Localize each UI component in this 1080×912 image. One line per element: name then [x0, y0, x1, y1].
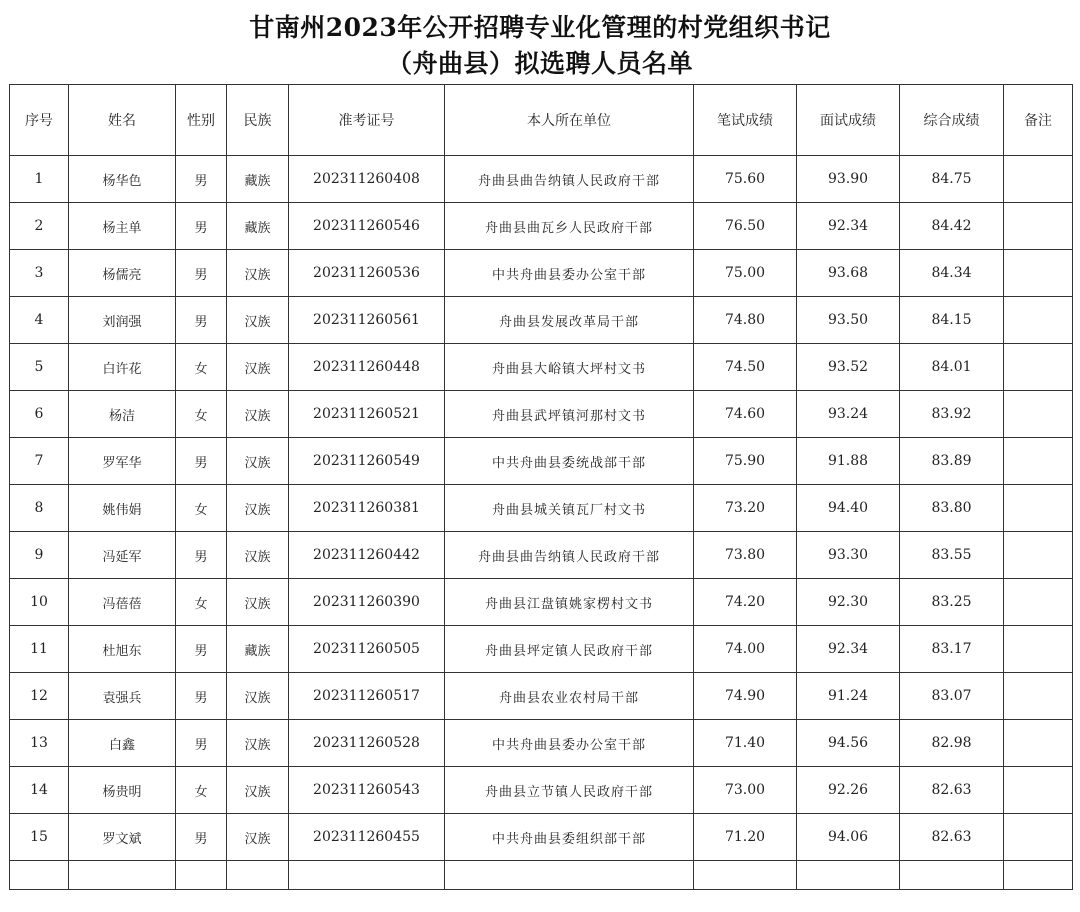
empty-cell	[445, 861, 694, 890]
empty-cell	[694, 861, 797, 890]
page-title: 甘南州2023年公开招聘专业化管理的村党组织书记	[249, 13, 831, 42]
cell-gender: 女	[176, 579, 227, 626]
cell-ethnicity: 汉族	[227, 250, 289, 297]
column-header-ethnicity: 民族	[227, 85, 289, 156]
cell-gender: 男	[176, 532, 227, 579]
cell-unit: 中共舟曲县委组织部干部	[445, 814, 694, 861]
column-header-note: 备注	[1004, 85, 1073, 156]
cell-ethnicity: 藏族	[227, 626, 289, 673]
cell-unit: 中共舟曲县委办公室干部	[445, 720, 694, 767]
cell-exam-id: 202311260455	[289, 814, 445, 861]
empty-cell	[176, 861, 227, 890]
cell-total-score: 82.63	[900, 767, 1004, 814]
empty-cell	[900, 861, 1004, 890]
cell-interview-score: 94.40	[797, 485, 900, 532]
cell-interview-score: 93.24	[797, 391, 900, 438]
cell-exam-id: 202311260505	[289, 626, 445, 673]
cell-written-score: 71.20	[694, 814, 797, 861]
cell-exam-id: 202311260517	[289, 673, 445, 720]
cell-name: 杨贵明	[69, 767, 176, 814]
cell-name: 刘润强	[69, 297, 176, 344]
cell-gender: 男	[176, 673, 227, 720]
cell-total-score: 82.98	[900, 720, 1004, 767]
cell-exam-id: 202311260381	[289, 485, 445, 532]
cell-unit: 舟曲县城关镇瓦厂村文书	[445, 485, 694, 532]
table-row	[10, 485, 1073, 532]
cell-exam-id: 202311260536	[289, 250, 445, 297]
cell-no: 8	[10, 485, 69, 532]
table-row	[10, 297, 1073, 344]
cell-gender: 女	[176, 485, 227, 532]
cell-written-score: 74.00	[694, 626, 797, 673]
cell-note	[1004, 814, 1073, 861]
cell-written-score: 73.80	[694, 532, 797, 579]
cell-note	[1004, 626, 1073, 673]
cell-unit: 舟曲县曲告纳镇人民政府干部	[445, 532, 694, 579]
cell-total-score: 84.15	[900, 297, 1004, 344]
cell-no: 5	[10, 344, 69, 391]
cell-interview-score: 92.34	[797, 203, 900, 250]
cell-total-score: 83.55	[900, 532, 1004, 579]
cell-ethnicity: 汉族	[227, 532, 289, 579]
cell-total-score: 83.89	[900, 438, 1004, 485]
column-header-total-score: 综合成绩	[900, 85, 1004, 156]
cell-interview-score: 93.68	[797, 250, 900, 297]
cell-note	[1004, 203, 1073, 250]
column-header-name: 姓名	[69, 85, 176, 156]
cell-name: 白许花	[69, 344, 176, 391]
empty-cell	[1004, 861, 1073, 890]
cell-name: 白鑫	[69, 720, 176, 767]
cell-no: 3	[10, 250, 69, 297]
cell-total-score: 83.07	[900, 673, 1004, 720]
cell-note	[1004, 767, 1073, 814]
cell-exam-id: 202311260543	[289, 767, 445, 814]
cell-written-score: 76.50	[694, 203, 797, 250]
cell-no: 15	[10, 814, 69, 861]
table-row	[10, 767, 1073, 814]
cell-exam-id: 202311260561	[289, 297, 445, 344]
cell-total-score: 82.63	[900, 814, 1004, 861]
table-row	[10, 156, 1073, 203]
table-body	[10, 156, 1073, 890]
cell-written-score: 75.90	[694, 438, 797, 485]
cell-exam-id: 202311260521	[289, 391, 445, 438]
cell-unit: 舟曲县曲告纳镇人民政府干部	[445, 156, 694, 203]
cell-exam-id: 202311260546	[289, 203, 445, 250]
table-row	[10, 814, 1073, 861]
cell-total-score: 83.17	[900, 626, 1004, 673]
cell-unit: 舟曲县武坪镇河那村文书	[445, 391, 694, 438]
cell-written-score: 74.90	[694, 673, 797, 720]
cell-ethnicity: 藏族	[227, 203, 289, 250]
cell-ethnicity: 汉族	[227, 297, 289, 344]
empty-table-row	[10, 861, 1073, 890]
cell-name: 袁强兵	[69, 673, 176, 720]
cell-interview-score: 92.34	[797, 626, 900, 673]
cell-name: 杨洁	[69, 391, 176, 438]
cell-total-score: 84.42	[900, 203, 1004, 250]
empty-cell	[289, 861, 445, 890]
table-row	[10, 532, 1073, 579]
cell-name: 杨儒亮	[69, 250, 176, 297]
cell-ethnicity: 汉族	[227, 391, 289, 438]
cell-interview-score: 91.24	[797, 673, 900, 720]
cell-ethnicity: 汉族	[227, 720, 289, 767]
cell-no: 2	[10, 203, 69, 250]
cell-written-score: 74.20	[694, 579, 797, 626]
cell-name: 杨主单	[69, 203, 176, 250]
cell-written-score: 74.50	[694, 344, 797, 391]
cell-exam-id: 202311260549	[289, 438, 445, 485]
cell-interview-score: 94.06	[797, 814, 900, 861]
cell-no: 14	[10, 767, 69, 814]
column-header-written-score: 笔试成绩	[694, 85, 797, 156]
cell-written-score: 74.80	[694, 297, 797, 344]
table-row	[10, 438, 1073, 485]
cell-unit: 舟曲县立节镇人民政府干部	[445, 767, 694, 814]
cell-note	[1004, 532, 1073, 579]
cell-no: 9	[10, 532, 69, 579]
cell-name: 冯蓓蓓	[69, 579, 176, 626]
page-subtitle: （舟曲县）拟选聘人员名单	[386, 49, 693, 78]
cell-unit: 中共舟曲县委办公室干部	[445, 250, 694, 297]
cell-total-score: 83.25	[900, 579, 1004, 626]
cell-gender: 男	[176, 250, 227, 297]
cell-name: 姚伟娟	[69, 485, 176, 532]
cell-no: 10	[10, 579, 69, 626]
cell-note	[1004, 720, 1073, 767]
cell-name: 罗文斌	[69, 814, 176, 861]
cell-unit: 舟曲县发展改革局干部	[445, 297, 694, 344]
cell-total-score: 84.01	[900, 344, 1004, 391]
table-row	[10, 344, 1073, 391]
cell-gender: 男	[176, 297, 227, 344]
cell-note	[1004, 156, 1073, 203]
cell-no: 11	[10, 626, 69, 673]
table-row	[10, 673, 1073, 720]
cell-ethnicity: 汉族	[227, 438, 289, 485]
empty-cell	[10, 861, 69, 890]
cell-name: 罗军华	[69, 438, 176, 485]
cell-name: 杜旭东	[69, 626, 176, 673]
cell-ethnicity: 汉族	[227, 673, 289, 720]
cell-note	[1004, 391, 1073, 438]
cell-unit: 舟曲县坪定镇人民政府干部	[445, 626, 694, 673]
cell-interview-score: 93.50	[797, 297, 900, 344]
cell-unit: 舟曲县农业农村局干部	[445, 673, 694, 720]
cell-interview-score: 94.56	[797, 720, 900, 767]
empty-cell	[69, 861, 176, 890]
cell-no: 7	[10, 438, 69, 485]
cell-no: 12	[10, 673, 69, 720]
table-row	[10, 626, 1073, 673]
cell-interview-score: 93.90	[797, 156, 900, 203]
cell-gender: 男	[176, 156, 227, 203]
cell-ethnicity: 汉族	[227, 579, 289, 626]
cell-note	[1004, 344, 1073, 391]
cell-name: 杨华色	[69, 156, 176, 203]
cell-unit: 中共舟曲县委统战部干部	[445, 438, 694, 485]
table-row	[10, 250, 1073, 297]
cell-total-score: 84.75	[900, 156, 1004, 203]
empty-cell	[797, 861, 900, 890]
cell-note	[1004, 250, 1073, 297]
empty-cell	[227, 861, 289, 890]
cell-exam-id: 202311260528	[289, 720, 445, 767]
cell-exam-id: 202311260442	[289, 532, 445, 579]
cell-ethnicity: 汉族	[227, 767, 289, 814]
table-row	[10, 203, 1073, 250]
cell-written-score: 75.00	[694, 250, 797, 297]
cell-no: 6	[10, 391, 69, 438]
cell-gender: 女	[176, 344, 227, 391]
cell-gender: 男	[176, 203, 227, 250]
cell-no: 1	[10, 156, 69, 203]
column-header-exam-id: 准考证号	[289, 85, 445, 156]
column-header-no: 序号	[10, 85, 69, 156]
cell-ethnicity: 藏族	[227, 156, 289, 203]
cell-note	[1004, 297, 1073, 344]
cell-total-score: 83.80	[900, 485, 1004, 532]
column-header-unit: 本人所在单位	[445, 85, 694, 156]
cell-interview-score: 93.30	[797, 532, 900, 579]
cell-gender: 男	[176, 438, 227, 485]
cell-note	[1004, 438, 1073, 485]
cell-name: 冯延军	[69, 532, 176, 579]
cell-written-score: 73.00	[694, 767, 797, 814]
cell-written-score: 73.20	[694, 485, 797, 532]
cell-gender: 女	[176, 767, 227, 814]
cell-unit: 舟曲县大峪镇大坪村文书	[445, 344, 694, 391]
cell-note	[1004, 579, 1073, 626]
cell-interview-score: 91.88	[797, 438, 900, 485]
column-header-gender: 性别	[176, 85, 227, 156]
cell-gender: 男	[176, 626, 227, 673]
cell-total-score: 83.92	[900, 391, 1004, 438]
table-header-row	[10, 85, 1073, 156]
cell-ethnicity: 汉族	[227, 485, 289, 532]
cell-ethnicity: 汉族	[227, 344, 289, 391]
cell-no: 13	[10, 720, 69, 767]
cell-gender: 男	[176, 814, 227, 861]
cell-ethnicity: 汉族	[227, 814, 289, 861]
candidate-table	[9, 84, 1073, 890]
cell-note	[1004, 485, 1073, 532]
cell-exam-id: 202311260448	[289, 344, 445, 391]
cell-gender: 女	[176, 391, 227, 438]
cell-no: 4	[10, 297, 69, 344]
cell-written-score: 75.60	[694, 156, 797, 203]
cell-interview-score: 92.30	[797, 579, 900, 626]
cell-unit: 舟曲县曲瓦乡人民政府干部	[445, 203, 694, 250]
cell-interview-score: 92.26	[797, 767, 900, 814]
cell-gender: 男	[176, 720, 227, 767]
cell-note	[1004, 673, 1073, 720]
cell-written-score: 71.40	[694, 720, 797, 767]
cell-interview-score: 93.52	[797, 344, 900, 391]
column-header-interview-score: 面试成绩	[797, 85, 900, 156]
cell-unit: 舟曲县江盘镇姚家楞村文书	[445, 579, 694, 626]
cell-written-score: 74.60	[694, 391, 797, 438]
table-row	[10, 391, 1073, 438]
table-row	[10, 720, 1073, 767]
cell-total-score: 84.34	[900, 250, 1004, 297]
table-row	[10, 579, 1073, 626]
cell-exam-id: 202311260390	[289, 579, 445, 626]
cell-exam-id: 202311260408	[289, 156, 445, 203]
